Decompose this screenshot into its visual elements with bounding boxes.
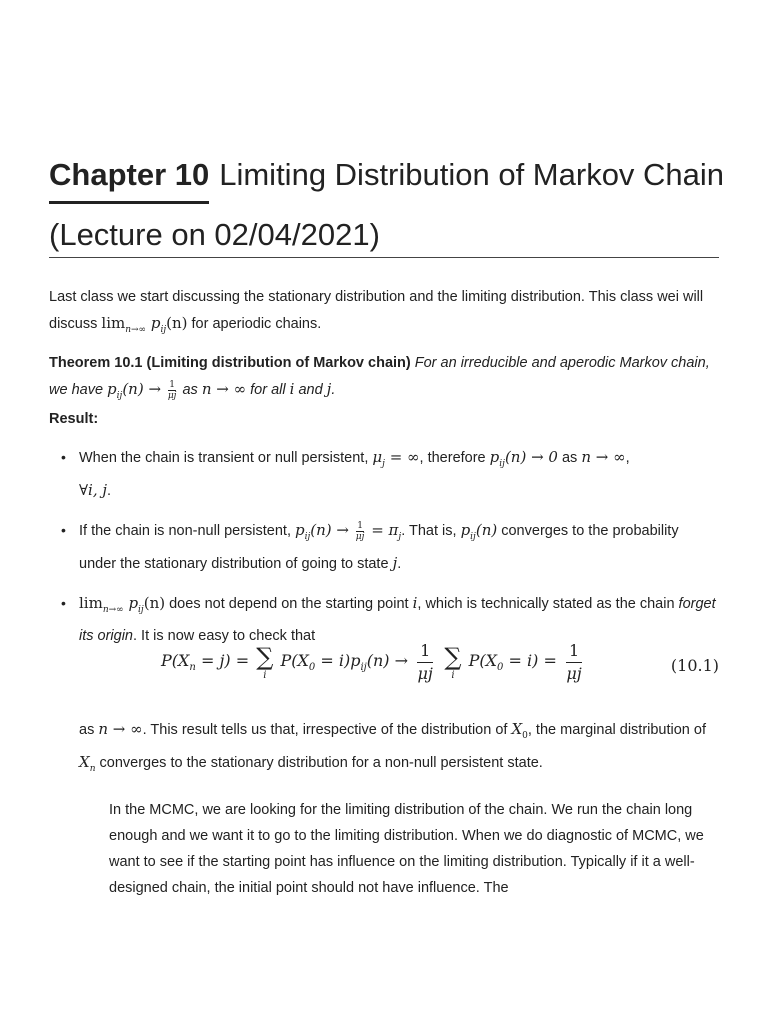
theorem-text-b: as — [178, 382, 202, 398]
x-sub: 0 — [522, 731, 528, 741]
chapter-title: Limiting Distribution of Markov Chain — [219, 157, 725, 192]
term2-text: P(X — [468, 651, 498, 671]
eq-fraction-2 — [566, 640, 582, 685]
b3-math-i: i — [412, 594, 418, 612]
theorem-fraction — [168, 380, 177, 401]
p-text: p — [107, 380, 117, 398]
ae-text: as — [79, 722, 99, 738]
p-text: p — [295, 521, 305, 539]
theorem-math-limit: n → ∞ — [201, 380, 247, 398]
theorem-math-p — [107, 380, 166, 401]
lhs-sub: n — [189, 662, 196, 674]
p-tail: (n) → — [310, 521, 354, 539]
p-text: p — [489, 448, 500, 466]
frac-den: μj — [355, 531, 365, 542]
list-item — [49, 517, 719, 577]
frac-den: μj — [566, 664, 582, 683]
n-text: (n) — [143, 594, 166, 612]
list-item — [49, 444, 719, 504]
theorem-text-e: . — [331, 382, 336, 398]
eq-term2 — [469, 651, 557, 673]
b2-text-c: converges to the probability under the stationary distribution of going to state — [79, 523, 679, 572]
intro-text-end: for aperiodic chains. — [187, 316, 322, 332]
b2-math-p2 — [460, 521, 498, 542]
p-text: p — [123, 594, 139, 612]
p-sub: ij — [138, 605, 144, 615]
b2-text-b: . That is, — [401, 523, 461, 539]
b2-math-pi — [366, 521, 402, 542]
b2-math-j: j — [392, 554, 398, 572]
b2-text: If the chain is non-null persistent, — [79, 523, 296, 539]
theorem-math-j: j — [326, 380, 332, 398]
theorem-text-d: and — [294, 382, 327, 398]
p-tail: (n) — [475, 521, 498, 539]
x-sub: n — [89, 764, 96, 774]
p-tail: (n) → 0 — [504, 448, 558, 466]
p-sub: ij — [304, 532, 311, 542]
b1-text-e: . — [107, 483, 112, 499]
post-equation-paragraph — [79, 716, 719, 782]
term1-sub: 0 — [308, 662, 316, 674]
ae-text-d: converges to the stationary distribution for a non-null persistent state. — [95, 755, 543, 771]
frac-num: 1 — [169, 379, 175, 390]
b1-text-b: , therefore — [419, 450, 490, 466]
eq-fraction-1 — [417, 640, 433, 685]
term1-tail2: (n) → — [366, 651, 409, 671]
lim-text: lim — [101, 314, 126, 332]
frac-den: μj — [167, 390, 177, 401]
theorem-text: For an irreducible and aperodic Markov chain, we have — [49, 355, 710, 398]
b1-text-d: , — [625, 450, 630, 466]
result-label: Result: — [49, 411, 99, 427]
theorem-text-c: for all — [246, 382, 290, 398]
sum-symbol: ∑ i — [256, 642, 274, 681]
lim-sub: n→∞ — [125, 325, 147, 335]
b1-text: When the chain is transient or null persistent, — [79, 450, 373, 466]
b2-math-p — [295, 521, 354, 542]
intro-math-lim — [101, 314, 188, 335]
b2-text-d: . — [397, 556, 402, 572]
frac-num: 1 — [417, 640, 433, 663]
b2-fraction — [356, 521, 365, 542]
mcmc-note: In the MCMC, we are looking for the limiting distribution of the chain. We run the chain long enough and we want it to go to the limiting distribution. When we do diagnostic of MCMC, we want to see if the starting point has influence on the limiting distribution. Typically if it a well-designed chain, the initial point should not have influence. The — [109, 802, 704, 896]
pi-sub: j — [398, 532, 402, 542]
b3-text-b: , which is technically stated as the chain — [417, 596, 679, 612]
p-tail: (n) → — [122, 380, 166, 398]
chapter-label: Chapter 10 — [49, 152, 209, 204]
lhs-tail: = j) = — [195, 651, 250, 671]
frac-num: 1 — [357, 520, 363, 531]
result-list — [49, 444, 719, 662]
term1-text: P(X — [280, 651, 309, 671]
sum-symbol: ∑ i — [444, 642, 462, 681]
x-text: X — [79, 753, 90, 771]
sum-sub: i — [451, 669, 455, 681]
chapter-heading — [49, 150, 725, 260]
intro-paragraph — [49, 284, 719, 343]
pi-text: = π — [366, 521, 399, 539]
x-text: X — [511, 720, 523, 738]
ae-math-limit: n → ∞ — [98, 720, 143, 738]
b3-text-c: . It is now easy to check that — [133, 628, 316, 644]
mu-sub: j — [382, 459, 385, 469]
frac-den: μj — [417, 664, 433, 683]
b1-math-mu — [372, 448, 420, 469]
p-sub: ij — [116, 391, 123, 401]
b3-text-italic: forget its origin — [79, 596, 716, 644]
lhs-text: P(X — [161, 651, 190, 671]
lim-sub: n→∞ — [102, 605, 124, 615]
theorem-paragraph — [49, 350, 719, 409]
equation-number: (10.1) — [670, 656, 719, 675]
b1-text-c: as — [557, 450, 582, 466]
term2-tail: = i) = — [503, 651, 557, 671]
eq-lhs — [161, 651, 249, 673]
p-sub: ij — [499, 459, 505, 469]
b1-math-forall: ∀i, j — [79, 481, 108, 499]
b3-text: does not depend on the starting point — [165, 596, 413, 612]
theorem-math-i: i — [289, 380, 295, 398]
equation-body — [161, 640, 586, 700]
p-sub: ij — [470, 532, 476, 542]
b3-math-lim — [79, 594, 166, 615]
p-sub: ij — [160, 325, 167, 335]
lim-text: lim — [79, 594, 103, 612]
p-text: p — [146, 314, 161, 332]
eq-term1 — [280, 651, 408, 673]
equation-10-1 — [49, 640, 719, 700]
b1-math-limit: n → ∞ — [581, 448, 626, 466]
sum-sub: i — [263, 669, 267, 681]
n-text: (n) — [166, 314, 188, 332]
ae-text-c: , the marginal distribution of — [527, 722, 706, 738]
term1-sub2: ij — [360, 662, 367, 674]
ae-math-x0 — [511, 720, 528, 741]
heading-divider — [49, 257, 719, 258]
b1-math-p — [489, 448, 558, 469]
lecture-date: (Lecture on 02/04/2021) — [49, 217, 380, 252]
frac-num: 1 — [566, 640, 582, 663]
intro-text: Last class we start discussing the stationary distribution and the limiting distribution. This class wei will discuss — [49, 289, 704, 332]
term1-tail: = i)p — [315, 651, 361, 671]
p-text: p — [460, 521, 471, 539]
theorem-label: Theorem 10.1 (Limiting distribution of Markov chain) — [49, 355, 411, 371]
ae-text-b: . This result tells us that, irrespective of the distribution of — [142, 722, 512, 738]
mu-text: μ — [372, 448, 383, 466]
ae-math-xn — [79, 753, 96, 774]
term2-sub: 0 — [497, 662, 504, 674]
mu-tail: = ∞ — [384, 448, 420, 466]
